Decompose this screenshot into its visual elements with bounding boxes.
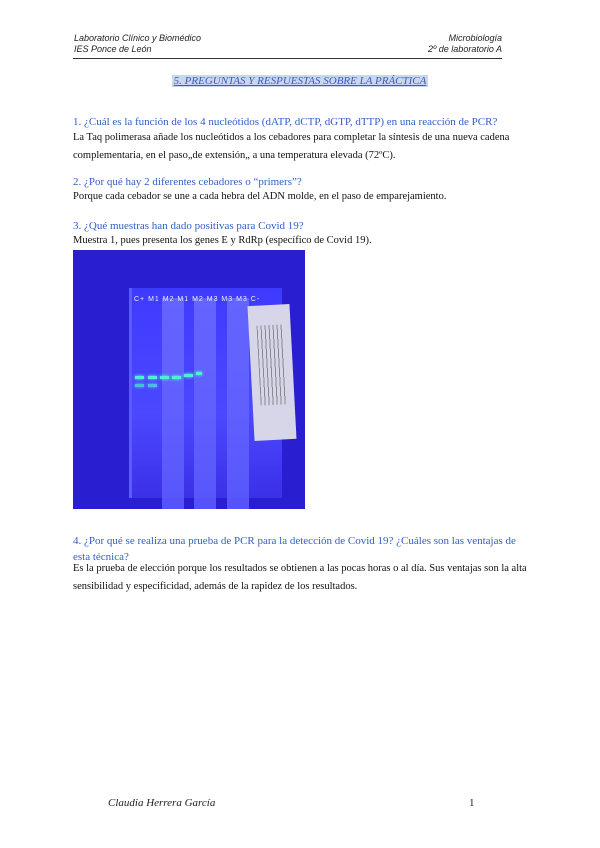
footer-page-number: 1 (469, 797, 475, 809)
gel-electrophoresis-photo (73, 250, 305, 509)
gel-lane-strip (162, 298, 184, 509)
answer-3: Muestra 1, pues presenta los genes E y RdRp (específico de Covid 19). (73, 235, 372, 246)
header-course: 2º de laboratorio A (428, 44, 502, 54)
gel-band (172, 376, 181, 379)
question-3: 3. ¿Qué muestras han dado positivas para Covid 19? (73, 220, 304, 232)
gel-band (160, 376, 169, 379)
gel-band (184, 374, 193, 377)
answer-4: Es la prueba de elección porque los resultados se obtienen a las pocas horas o al día. Sus ventajas son la alta sensibilidad y especificidad, además de la rapidez de los resultados. (73, 563, 527, 592)
gel-lane-strip (227, 298, 249, 509)
gel-band (148, 376, 157, 379)
gel-band (135, 376, 144, 379)
header-school-name: IES Ponce de León (74, 44, 152, 54)
header-lab-name: Laboratorio Clínico y Biomédico (74, 33, 202, 43)
question-2: 2. ¿Por qué hay 2 diferentes cebadores o “primers”? (73, 176, 302, 188)
gel-band (196, 372, 202, 375)
section-title (0, 71, 600, 89)
page-header-right (428, 33, 502, 55)
header-divider (73, 58, 502, 59)
header-subject: Microbiología (448, 33, 502, 43)
question-4: 4. ¿Por qué se realiza una prueba de PCR para la detección de Covid 19? ¿Cuáles son las ventajas de esta técnica? (73, 535, 516, 563)
section-title-text: 5. PREGUNTAS Y RESPUESTAS SOBRE LA PRÁCTICA (173, 75, 427, 87)
gel-label-card (247, 304, 296, 441)
gel-band (135, 384, 144, 387)
page-header-left (74, 33, 201, 55)
gel-label-card-text (257, 324, 287, 405)
gel-lane-strip (194, 298, 216, 509)
gel-band (148, 384, 157, 387)
answer-2: Porque cada cebador se une a cada hebra del ADN molde, en el paso de emparejamiento. (73, 191, 447, 202)
answer-1: La Taq polimerasa añade los nucleótidos a los cebadores para completar la síntesis de una nueva cadena complementaria, en el paso„de extensión„ a una temperatura elevada (72ºC). (73, 132, 510, 161)
footer-author: Claudia Herrera García (108, 797, 216, 809)
gel-lane-labels: C+ M1 M2 M1 M2 M3 M3 M3 C- (134, 296, 261, 303)
question-1: 1. ¿Cuál es la función de los 4 nucleótidos (dATP, dCTP, dGTP, dTTP) en una reacción de PCR? (73, 116, 498, 128)
